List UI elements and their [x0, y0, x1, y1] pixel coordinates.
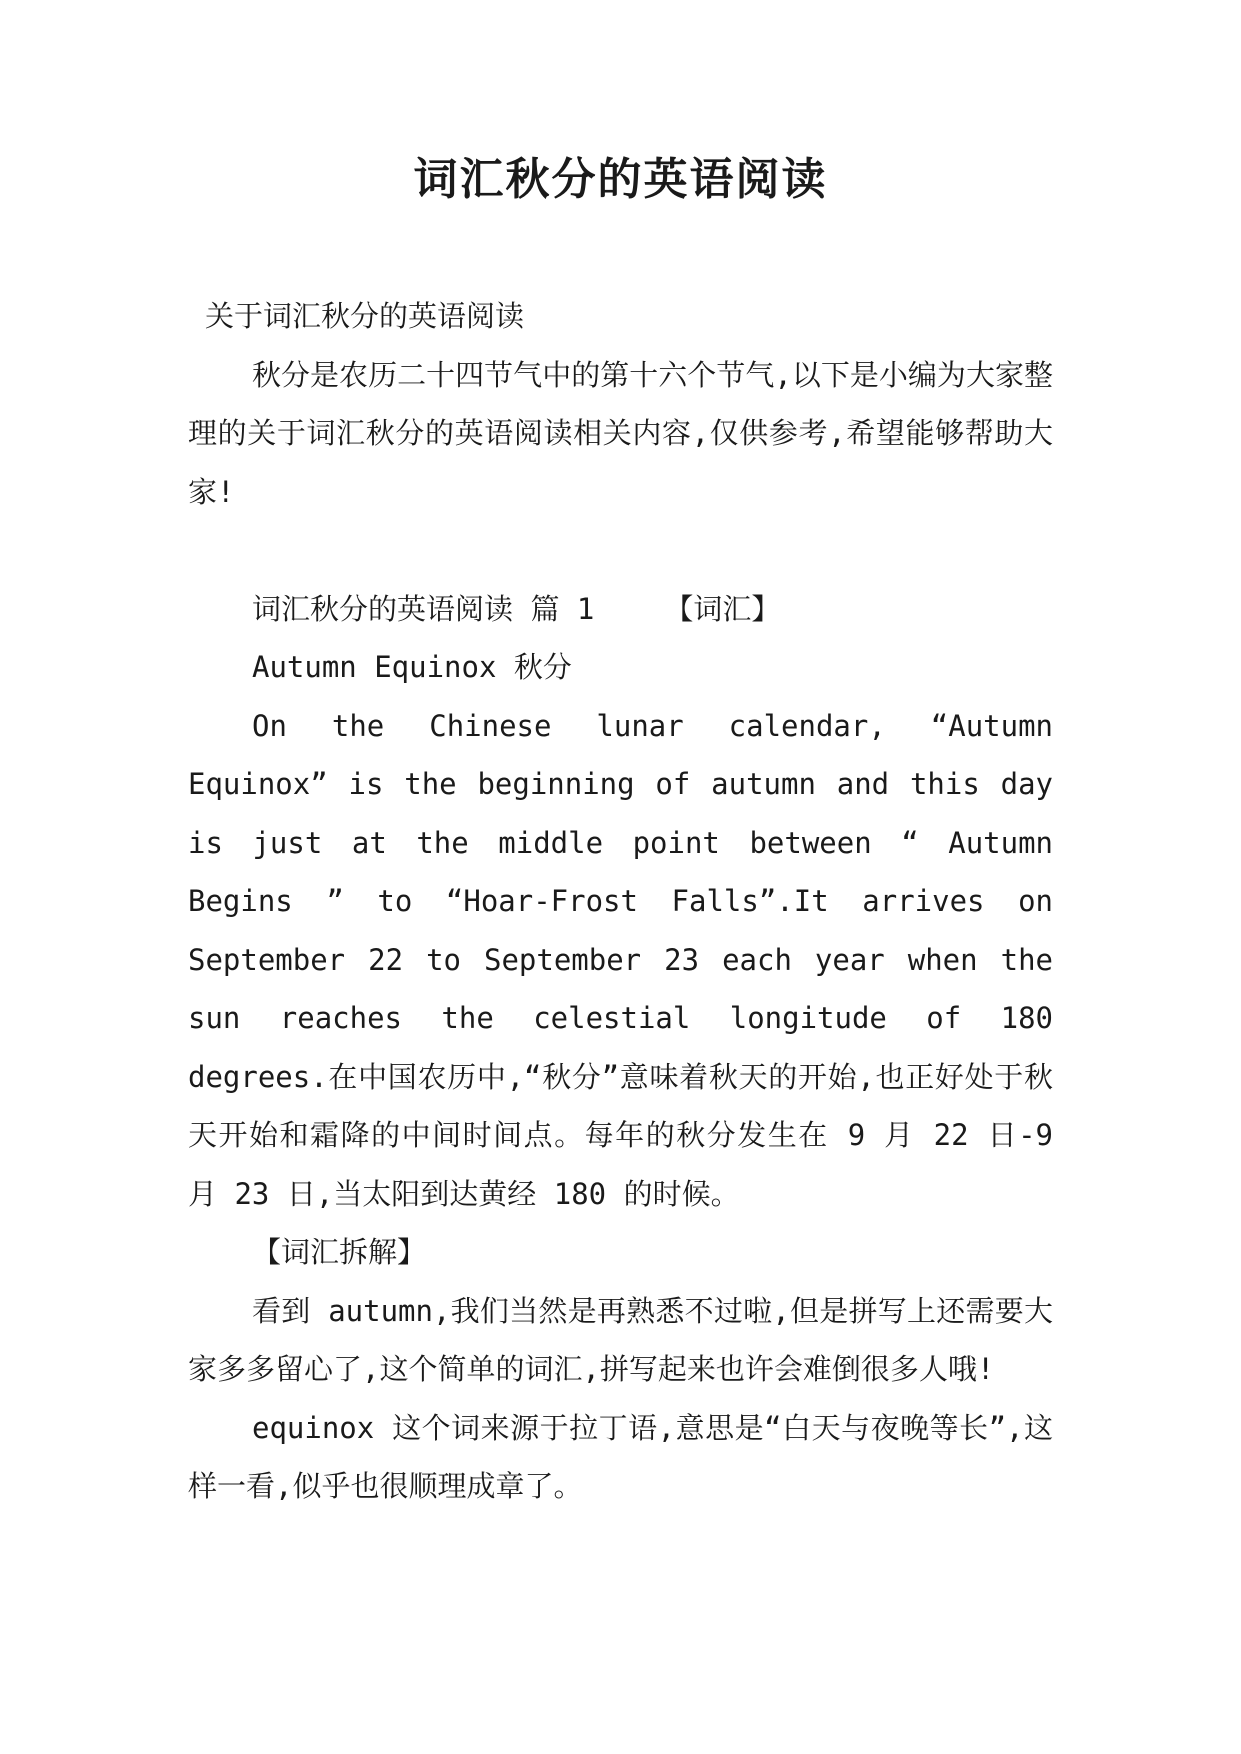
breakdown-paragraph-2: equinox 这个词来源于拉丁语,意思是“白天与夜晚等长”,这样一看,似乎也很顺理成章了。 — [188, 1410, 1053, 1503]
term-line: Autumn Equinox 秋分 — [252, 650, 572, 684]
breakdown-paragraph-1: 看到 autumn,我们当然是再熟悉不过啦,但是拼写上还需要大家多多留心了,这个简单的词汇,拼写起来也许会难倒很多人哦! — [188, 1293, 1053, 1386]
paragraph-spacer — [188, 521, 1053, 580]
document-body — [188, 287, 1053, 1516]
breakdown-tag: 【词汇拆解】 — [252, 1235, 427, 1269]
section-heading: 词汇秋分的英语阅读 篇 1 — [252, 591, 595, 626]
intro-paragraph: 秋分是农历二十四节气中的第十六个节气,以下是小编为大家整理的关于词汇秋分的英语阅读相关内容,仅供参考,希望能够帮助大家! — [188, 357, 1053, 509]
subtitle: 关于词汇秋分的英语阅读 — [205, 299, 525, 333]
vocab-tag: 【词汇】 — [664, 591, 781, 626]
passage-paragraph: On the Chinese lunar calendar, “Autumn Equinox” is the beginning of autumn and this day is just at the middle point between “ Autumn Begins ” to “Hoar-Frost Falls”.It arrives on September 22 to September 23 each year when the sun reaches the celestial longitude of 180 degrees.在中国农历中,“秋分”意味着秋天的开始,也正好处于秋天开始和霜降的中间时间点。每年的秋分发生在 9 月 22 日-9 月 23 日,当太阳到达黄经 180 的时候。 — [188, 708, 1053, 1211]
section-heading-line — [188, 580, 1053, 639]
document-title: 词汇秋分的英语阅读 — [413, 154, 828, 205]
